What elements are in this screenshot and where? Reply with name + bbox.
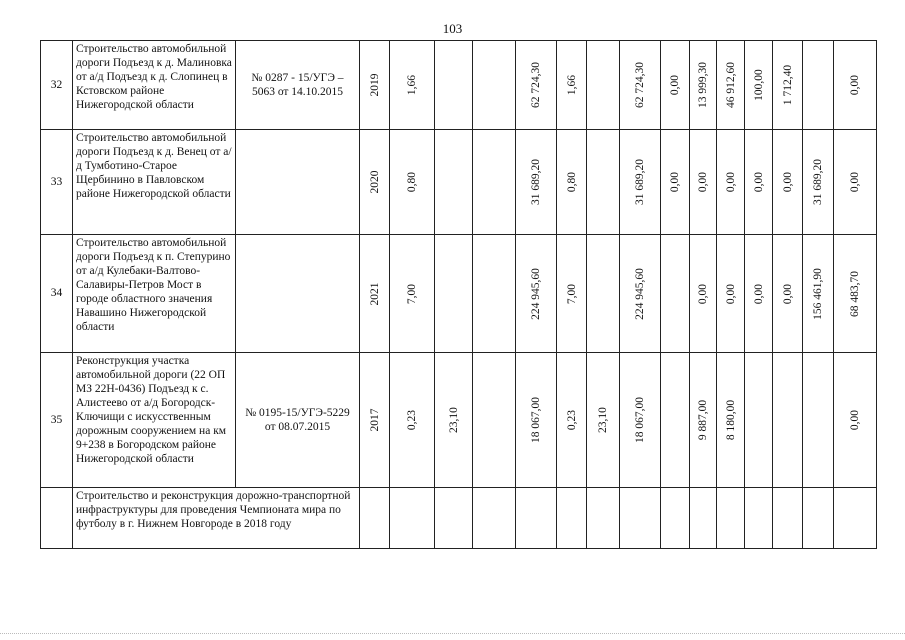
commission-year-cell bbox=[360, 41, 390, 130]
capacity-m-2: 23,10 bbox=[596, 407, 609, 433]
funding-cell bbox=[834, 130, 877, 235]
capacity-m-2-cell bbox=[587, 41, 620, 130]
funding-cell bbox=[745, 235, 773, 353]
total-cost: 18 067,00 bbox=[633, 397, 646, 443]
capacity-m-cell bbox=[435, 353, 473, 488]
capacity-km-2-cell bbox=[557, 41, 587, 130]
estimated-cost-cell bbox=[516, 41, 557, 130]
funding-cell bbox=[661, 130, 690, 235]
capacity-km-2: 1,66 bbox=[565, 74, 578, 96]
funding-cell bbox=[717, 353, 745, 488]
scan-edge-divider bbox=[0, 633, 905, 634]
object-name: Строительство автомобильной дороги Подъезд к д. Венец от а/д Тумботино-Старое Щербинино в Павловском районе Нижегородской области bbox=[73, 130, 236, 235]
capacity-km: 7,00 bbox=[405, 283, 418, 304]
capacity-km-2-cell bbox=[557, 235, 587, 353]
capacity-km-2: 0,23 bbox=[565, 409, 578, 431]
empty-cell bbox=[834, 488, 877, 549]
total-cost: 224 945,60 bbox=[633, 267, 646, 320]
funding-cell bbox=[745, 353, 773, 488]
page-number: 103 bbox=[442, 21, 463, 36]
funding-cell bbox=[661, 41, 690, 130]
funding-cell bbox=[690, 41, 717, 130]
empty-cell bbox=[473, 488, 516, 549]
funding-value: 46 912,60 bbox=[724, 62, 737, 108]
funding-value: 13 999,30 bbox=[696, 62, 709, 108]
funding-value: 100,00 bbox=[752, 69, 765, 101]
total-cost-cell bbox=[620, 130, 661, 235]
capacity-km-cell bbox=[390, 130, 435, 235]
funding-value: 0,00 bbox=[668, 74, 681, 96]
funding-cell bbox=[773, 235, 803, 353]
funding-value: 0,00 bbox=[724, 171, 737, 193]
funding-cell bbox=[661, 353, 690, 488]
empty-cell bbox=[435, 488, 473, 549]
funding-value: 31 689,20 bbox=[811, 159, 824, 205]
funding-value: 0,00 bbox=[668, 171, 681, 193]
funding-cell bbox=[690, 130, 717, 235]
commission-year-cell bbox=[360, 353, 390, 488]
funding-cell bbox=[717, 41, 745, 130]
funding-cell bbox=[717, 235, 745, 353]
capacity-km-2-cell bbox=[557, 353, 587, 488]
empty-cell bbox=[773, 488, 803, 549]
table-row bbox=[41, 41, 877, 130]
empty-cell bbox=[587, 488, 620, 549]
funding-value: 8 180,00 bbox=[724, 399, 737, 441]
section-header-row bbox=[41, 488, 877, 549]
total-cost-cell bbox=[620, 41, 661, 130]
table-row bbox=[41, 130, 877, 235]
funding-cell bbox=[773, 130, 803, 235]
table-row bbox=[41, 353, 877, 488]
empty-cell bbox=[661, 488, 690, 549]
capacity-m-cell bbox=[435, 235, 473, 353]
estimated-cost: 224 945,60 bbox=[529, 267, 542, 320]
empty-cell bbox=[516, 488, 557, 549]
funding-cell bbox=[773, 41, 803, 130]
commission-year-cell bbox=[360, 130, 390, 235]
funding-value: 0,00 bbox=[848, 74, 861, 96]
funding-value: 0,00 bbox=[696, 171, 709, 193]
funding-cell bbox=[803, 235, 834, 353]
capacity-km-2-cell bbox=[557, 130, 587, 235]
estimated-cost-cell bbox=[516, 130, 557, 235]
empty-cell bbox=[745, 488, 773, 549]
estimated-cost-cell bbox=[516, 235, 557, 353]
empty-cell bbox=[473, 353, 516, 488]
capacity-m-cell bbox=[435, 130, 473, 235]
funding-cell bbox=[745, 130, 773, 235]
funding-cell bbox=[803, 130, 834, 235]
table-row bbox=[41, 235, 877, 353]
funding-value: 0,00 bbox=[724, 283, 737, 304]
row-number: 32 bbox=[41, 41, 73, 130]
object-name: Реконструкция участка автомобильной дороги (22 ОП МЗ 22Н-0436) Подъезд к с. Алистеево от а/д Богородск-Ключищи с искусственным дорожным сооружением на км 9+238 в Богородском районе Нижегородской области bbox=[73, 353, 236, 488]
section-title: Строительство и реконструкция дорожно-транспортной инфраструктуры для проведения Чемпионата мира по футболу в г. Нижнем Новгороде в 2018 году bbox=[73, 488, 360, 549]
empty-cell bbox=[803, 488, 834, 549]
funding-value: 0,00 bbox=[696, 283, 709, 304]
funding-cell bbox=[834, 353, 877, 488]
expertise-conclusion: № 0287 - 15/УГЭ – 5063 от 14.10.2015 bbox=[236, 41, 360, 130]
object-name: Строительство автомобильной дороги Подъезд к п. Степурино от а/д Кулебаки-Валтово-Салавиры-Петров Мост в городе областного значения Навашино Нижегородской области bbox=[73, 235, 236, 353]
funding-value: 1 712,40 bbox=[781, 64, 794, 106]
funding-value: 0,00 bbox=[752, 283, 765, 304]
empty-cell bbox=[620, 488, 661, 549]
empty-cell bbox=[557, 488, 587, 549]
total-cost-cell bbox=[620, 235, 661, 353]
empty-cell bbox=[473, 235, 516, 353]
commission-year-cell bbox=[360, 235, 390, 353]
funding-value: 156 461,90 bbox=[811, 267, 824, 320]
capacity-m-2-cell bbox=[587, 130, 620, 235]
capacity-km-cell bbox=[390, 353, 435, 488]
empty-cell bbox=[473, 41, 516, 130]
capacity-km-2: 7,00 bbox=[565, 283, 578, 304]
estimated-cost: 31 689,20 bbox=[529, 159, 542, 205]
object-name: Строительство автомобильной дороги Подъезд к д. Малиновка от а/д Подъезд к д. Слопинец в Кстовском районе Нижегородской области bbox=[73, 41, 236, 130]
capacity-m-2-cell bbox=[587, 353, 620, 488]
investment-table bbox=[40, 40, 877, 549]
funding-value: 0,00 bbox=[848, 409, 861, 431]
funding-cell bbox=[803, 353, 834, 488]
total-cost: 62 724,30 bbox=[633, 62, 646, 108]
funding-value: 9 887,00 bbox=[696, 399, 709, 441]
capacity-km: 0,80 bbox=[405, 171, 418, 193]
funding-cell bbox=[803, 41, 834, 130]
capacity-m: 23,10 bbox=[447, 407, 460, 433]
expertise-conclusion: № 0195-15/УГЭ-5229 от 08.07.2015 bbox=[236, 353, 360, 488]
funding-value: 0,00 bbox=[781, 171, 794, 193]
commission-year: 2017 bbox=[368, 408, 381, 432]
commission-year: 2020 bbox=[368, 170, 381, 194]
capacity-km-2: 0,80 bbox=[565, 171, 578, 193]
expertise-conclusion bbox=[236, 235, 360, 353]
commission-year: 2021 bbox=[368, 282, 381, 305]
funding-cell bbox=[834, 41, 877, 130]
funding-cell bbox=[745, 41, 773, 130]
capacity-km-cell bbox=[390, 235, 435, 353]
empty-cell bbox=[690, 488, 717, 549]
row-number: 34 bbox=[41, 235, 73, 353]
row-number: 33 bbox=[41, 130, 73, 235]
capacity-m-cell bbox=[435, 41, 473, 130]
empty-cell bbox=[390, 488, 435, 549]
empty-cell bbox=[41, 488, 73, 549]
funding-value: 68 483,70 bbox=[848, 270, 861, 317]
funding-value: 0,00 bbox=[781, 283, 794, 304]
commission-year: 2019 bbox=[368, 73, 381, 97]
funding-cell bbox=[661, 235, 690, 353]
funding-value: 0,00 bbox=[848, 171, 861, 193]
table-body bbox=[41, 41, 877, 549]
funding-cell bbox=[773, 353, 803, 488]
expertise-conclusion bbox=[236, 130, 360, 235]
total-cost: 31 689,20 bbox=[633, 159, 646, 205]
empty-cell bbox=[473, 130, 516, 235]
estimated-cost: 62 724,30 bbox=[529, 62, 542, 108]
funding-cell bbox=[690, 353, 717, 488]
funding-cell bbox=[834, 235, 877, 353]
capacity-km: 1,66 bbox=[405, 74, 418, 96]
estimated-cost-cell bbox=[516, 353, 557, 488]
total-cost-cell bbox=[620, 353, 661, 488]
funding-cell bbox=[690, 235, 717, 353]
estimated-cost: 18 067,00 bbox=[529, 397, 542, 443]
capacity-km: 0,23 bbox=[405, 409, 418, 431]
capacity-m-2-cell bbox=[587, 235, 620, 353]
empty-cell bbox=[717, 488, 745, 549]
capacity-km-cell bbox=[390, 41, 435, 130]
funding-value: 0,00 bbox=[752, 171, 765, 193]
row-number: 35 bbox=[41, 353, 73, 488]
funding-cell bbox=[717, 130, 745, 235]
empty-cell bbox=[360, 488, 390, 549]
